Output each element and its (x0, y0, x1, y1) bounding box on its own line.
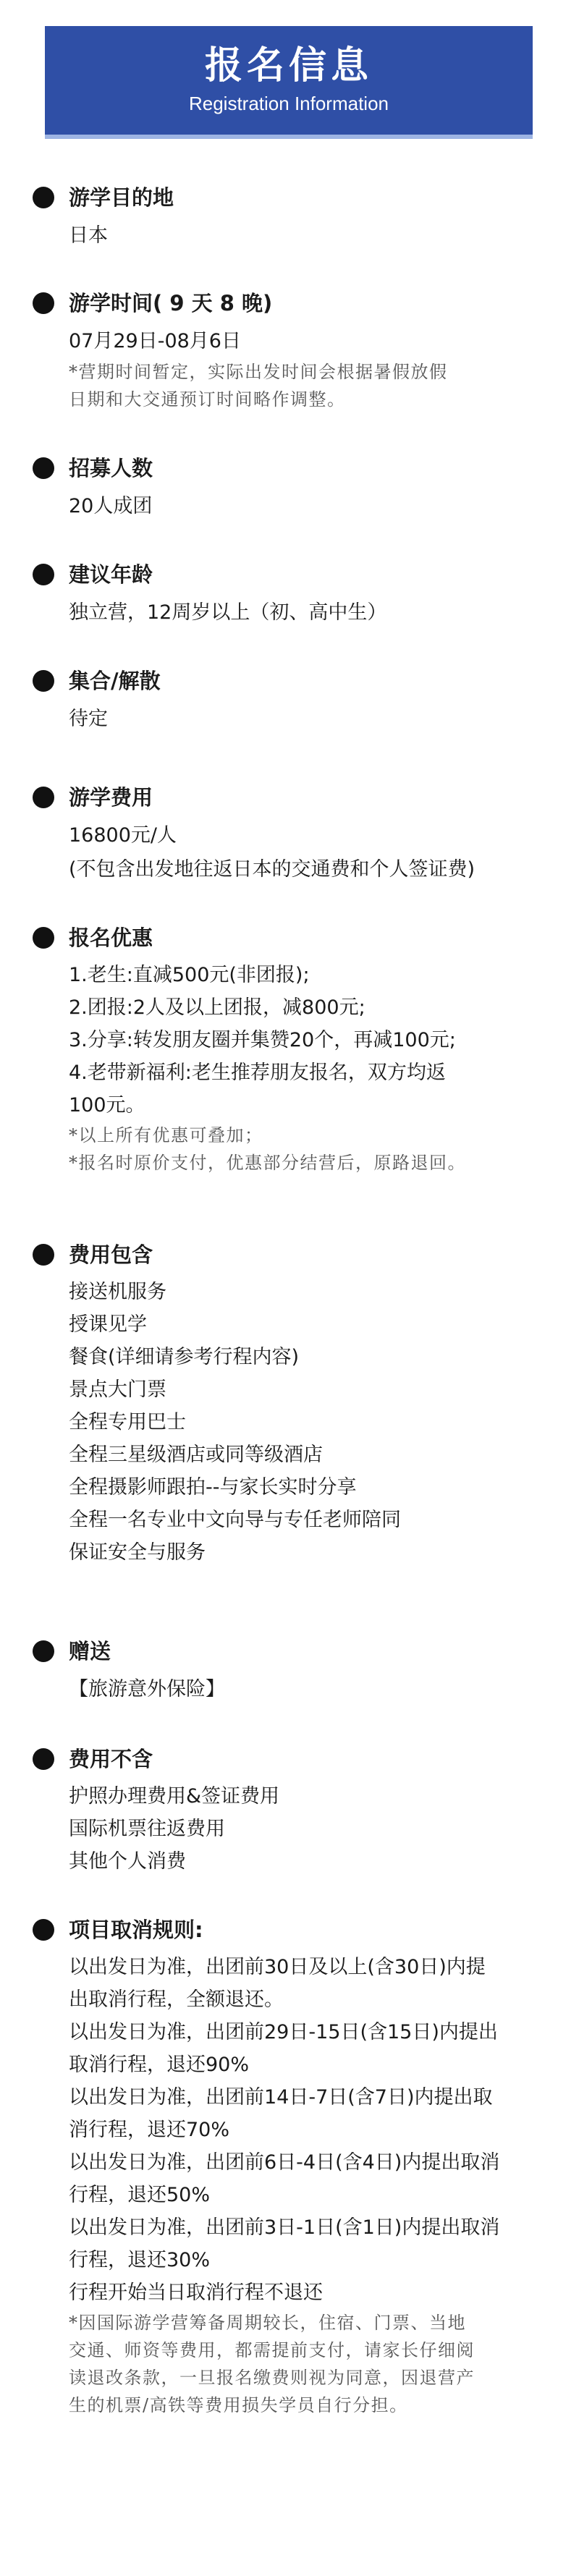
cancel-note-line: *因国际游学营筹备周期较长，住宿、门票、当地 (69, 2313, 466, 2333)
page-title: 报名信息 (204, 43, 373, 88)
discount-item: 4.老带新福利:老生推荐朋友报名，双方均返 (69, 1062, 446, 1084)
gift-value: 【旅游意外保险】 (69, 1678, 225, 1700)
cancel-rule-line: 行程，退还50% (69, 2184, 211, 2206)
excluded-item: 护照办理费用&签证费用 (69, 1785, 280, 1808)
gather-value: 待定 (69, 708, 108, 730)
included-item: 餐食(详细请参考行程内容) (69, 1346, 300, 1368)
cancel-note-line: 读退改条款，一旦报名缴费则视为同意，因退营产 (69, 2368, 475, 2388)
bullet-icon (33, 1244, 54, 1266)
destination-value: 日本 (69, 224, 108, 247)
bullet-icon (33, 1640, 54, 1662)
section-title: 招募人数 (69, 456, 153, 480)
discount-item: 1.老生:直减500元(非团报); (69, 964, 310, 986)
cancel-rule-line: 以出发日为准，出团前14日-7日(含7日)内提出取 (69, 2086, 493, 2109)
cancel-rule-line: 行程，退还30% (69, 2249, 211, 2271)
age-value: 独立营，12周岁以上（初、高中生） (69, 601, 387, 624)
cancel-rule-line: 取消行程，退还90% (69, 2054, 250, 2076)
duration-note-line: 日期和大交通预订时间略作调整。 (69, 389, 346, 410)
discount-note: *报名时原价支付，优惠部分结营后，原路退回。 (69, 1153, 466, 1173)
bullet-icon (33, 1748, 54, 1770)
bullet-icon (33, 670, 54, 692)
included-item: 保证安全与服务 (69, 1541, 206, 1564)
included-item: 全程摄影师跟拍--与家长实时分享 (69, 1476, 357, 1499)
included-item: 接送机服务 (69, 1281, 166, 1303)
discount-item: 100元。 (69, 1094, 145, 1117)
cancel-rule-line: 以出发日为准，出团前29日-15日(含15日)内提出 (69, 2021, 498, 2043)
excluded-item: 其他个人消费 (69, 1850, 186, 1873)
discount-item: 3.分享:转发朋友圈并集赞20个，再减100元; (69, 1029, 456, 1051)
fee-exclusion-note: (不包含出发地往返日本的交通费和个人签证费) (69, 858, 476, 881)
section-title: 费用不含 (69, 1747, 153, 1771)
bullet-icon (33, 564, 54, 585)
included-item: 景点大门票 (69, 1378, 166, 1401)
cancel-rule-line: 以出发日为准，出团前30日及以上(含30日)内提 (69, 1956, 486, 1978)
bullet-icon (33, 1919, 54, 1941)
discount-note: *以上所有优惠可叠加； (69, 1125, 263, 1145)
section-title: 项目取消规则: (69, 1918, 203, 1942)
section-title: 游学目的地 (69, 185, 174, 210)
enroll-value: 20人成团 (69, 495, 153, 517)
bullet-icon (33, 187, 54, 208)
bullet-icon (33, 927, 54, 949)
bullet-icon (33, 457, 54, 479)
cancel-note-line: 生的机票/高铁等费用损失学员自行分担。 (69, 2395, 408, 2415)
section-title: 赠送 (69, 1639, 111, 1664)
excluded-item: 国际机票往返费用 (69, 1818, 225, 1840)
discount-item: 2.团报:2人及以上团报，减800元; (69, 996, 365, 1019)
header-banner (45, 26, 533, 139)
duration-note-line: *营期时间暂定，实际出发时间会根据暑假放假 (69, 362, 448, 382)
duration-dates: 07月29日-08月6日 (69, 330, 241, 352)
bullet-icon (33, 787, 54, 808)
page-subtitle: Registration Information (188, 93, 389, 115)
section-title: 建议年龄 (69, 562, 153, 587)
cancel-rule-line: 以出发日为准，出团前3日-1日(含1日)内提出取消 (69, 2216, 500, 2239)
cancel-rule-line: 以出发日为准，出团前6日-4日(含4日)内提出取消 (69, 2151, 500, 2174)
included-item: 全程一名专业中文向导与专任老师陪同 (69, 1509, 401, 1531)
section-title: 报名优惠 (69, 925, 153, 950)
bullet-icon (33, 292, 54, 314)
section-title: 游学时间( 9 天 8 晚) (69, 291, 273, 315)
section-title: 费用包含 (69, 1242, 153, 1267)
section-title: 游学费用 (69, 785, 153, 810)
included-item: 授课见学 (69, 1313, 147, 1336)
cancel-rule-line: 消行程，退还70% (69, 2119, 230, 2141)
cancel-note-line: 交通、师资等费用，都需提前支付，请家长仔细阅 (69, 2340, 475, 2360)
included-item: 全程专用巴士 (69, 1411, 186, 1433)
fee-price: 16800元/人 (69, 824, 177, 847)
cancel-rule-line: 出取消行程，全额退还。 (69, 1988, 284, 2011)
included-item: 全程三星级酒店或同等级酒店 (69, 1444, 323, 1466)
cancel-rule-line: 行程开始当日取消行程不退还 (69, 2281, 323, 2304)
section-title: 集合/解散 (69, 669, 161, 693)
